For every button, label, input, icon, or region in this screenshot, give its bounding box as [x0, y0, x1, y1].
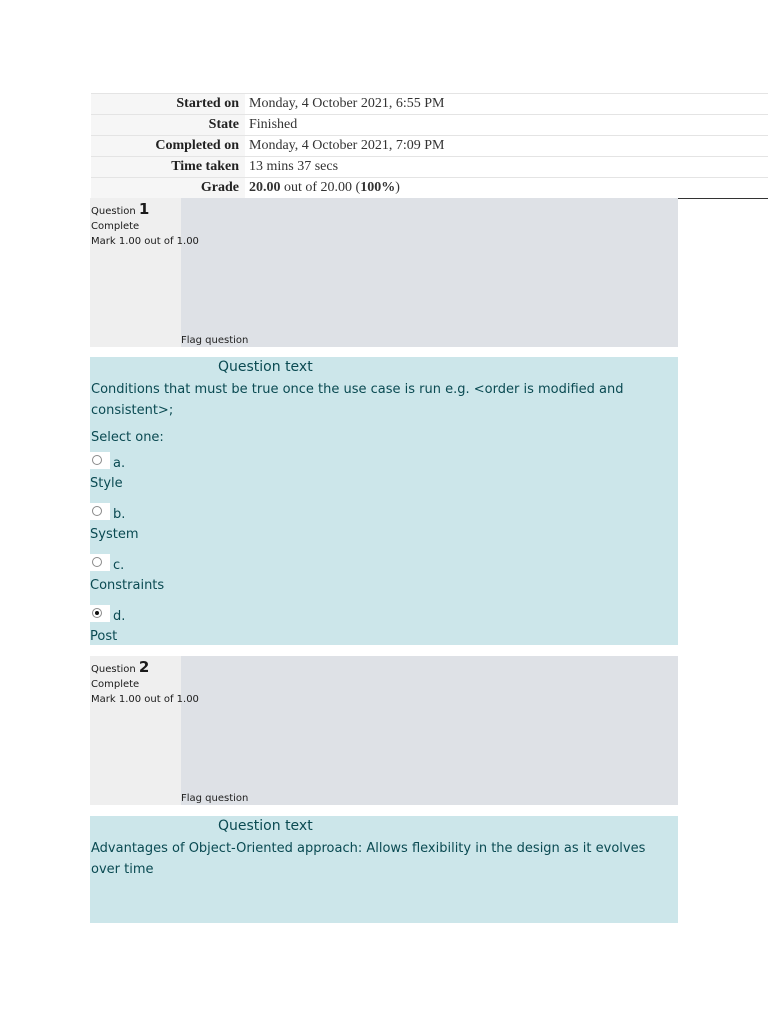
summary-label: Started on [91, 94, 245, 115]
question-text: Advantages of Object-Oriented approach: Allows flexibility in the design as it evolves over time [91, 841, 646, 877]
summary-label: Completed on [91, 136, 245, 157]
summary-value: 13 mins 37 secs [245, 157, 768, 178]
radio-button[interactable] [92, 506, 102, 516]
answer-text: Style [90, 476, 123, 491]
question-text-heading: Question text [218, 818, 313, 834]
grade-percent: 100% [360, 180, 396, 195]
summary-label: Time taken [91, 157, 245, 178]
summary-row-time-taken [91, 157, 768, 178]
radio-button[interactable] [92, 455, 102, 465]
grade-value [245, 178, 768, 199]
question-number: Question 2 [91, 658, 150, 676]
radio-button-selected[interactable] [92, 608, 102, 618]
question-text: Conditions that must be true once the use case is run e.g. <order is modified and consistent>; [91, 382, 624, 418]
flag-question-link[interactable]: Flag question [181, 335, 249, 346]
grade-out-of: out of 20.00 ( [280, 180, 361, 195]
answer-text: Post [90, 629, 118, 644]
summary-label: State [91, 115, 245, 136]
question-1-content: Question text Conditions that must be true once the use case is run e.g. <order is modified and consistent>; Select one: a. Style b. System c. Constraints d. Post [90, 357, 678, 645]
question-grade: Mark 1.00 out of 1.00 [91, 694, 199, 705]
question-2-content [90, 816, 678, 923]
summary-row-state [91, 115, 768, 136]
grade-close: ) [395, 180, 400, 195]
answer-text: System [90, 527, 139, 542]
summary-value: Monday, 4 October 2021, 7:09 PM [245, 136, 768, 157]
answer-text: Constraints [90, 578, 165, 593]
attempt-summary-table [91, 93, 768, 199]
question-text-heading: Question text [218, 359, 313, 375]
summary-row-grade [91, 178, 768, 199]
grade-score: 20.00 [249, 180, 281, 195]
question-state: Complete [91, 221, 140, 232]
summary-value: Monday, 4 October 2021, 6:55 PM [245, 94, 768, 115]
question-state: Complete [91, 679, 140, 690]
select-one-label: Select one: [91, 430, 164, 445]
question-1-info [90, 198, 678, 347]
question-grade: Mark 1.00 out of 1.00 [91, 236, 199, 247]
question-number: Question 1 [91, 200, 150, 218]
summary-label: Grade [91, 178, 245, 199]
summary-value: Finished [245, 115, 768, 136]
question-2-info [90, 656, 678, 805]
summary-row-started [91, 94, 768, 115]
flag-question-link[interactable]: Flag question [181, 793, 249, 804]
summary-row-completed [91, 136, 768, 157]
radio-button[interactable] [92, 557, 102, 567]
